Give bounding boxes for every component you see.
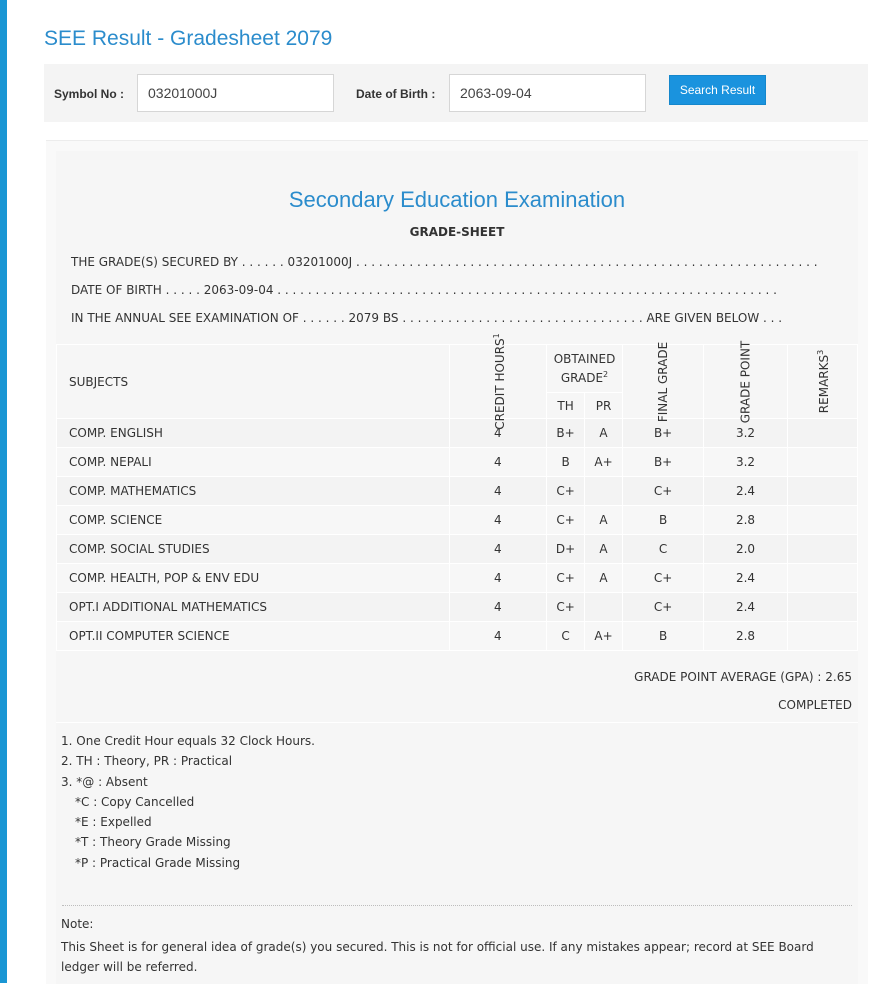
search-result-button[interactable]: Search Result	[669, 75, 766, 105]
final-grade-header: FINAL GRADE	[622, 345, 703, 419]
grade-point-cell: 2.4	[704, 593, 788, 622]
legend-item: 2. TH : Theory, PR : Practical	[61, 754, 233, 769]
credit-cell: 4	[449, 448, 547, 477]
note-heading: Note:	[61, 917, 94, 931]
final-grade-cell: B	[622, 622, 703, 651]
result-status: COMPLETED	[778, 698, 852, 712]
remarks-cell	[787, 477, 857, 506]
remarks-cell	[787, 419, 857, 448]
table-row	[57, 477, 858, 506]
grade-point-cell: 2.8	[704, 506, 788, 535]
subject-cell: OPT.I ADDITIONAL MATHEMATICS	[57, 593, 450, 622]
grade-point-cell: 3.2	[704, 419, 788, 448]
note-text: This Sheet is for general idea of grade(s) you secured. This is not for official use. If any mistakes appear; record at SEE Board ledger will be referred.	[61, 940, 814, 974]
subject-cell: COMP. SCIENCE	[57, 506, 450, 535]
credit-cell: 4	[449, 506, 547, 535]
legend-item: 1. One Credit Hour equals 32 Clock Hours.	[61, 734, 315, 748]
final-grade-cell: B	[622, 506, 703, 535]
final-grade-cell: C	[622, 535, 703, 564]
legend-item: *T : Theory Grade Missing	[75, 835, 231, 850]
search-form	[44, 64, 868, 122]
subjects-header: SUBJECTS	[57, 345, 450, 419]
credit-cell: 4	[449, 564, 547, 593]
table-row	[57, 506, 858, 535]
table-row	[57, 448, 858, 477]
subject-cell: COMP. ENGLISH	[57, 419, 450, 448]
obtained-grade-header: OBTAINED GRADE$^2$	[547, 345, 623, 393]
footer-divider	[56, 722, 858, 723]
credit-hours-header: CREDIT HOURS$^1$	[449, 345, 547, 419]
remarks-cell	[787, 622, 857, 651]
date-of-birth-input[interactable]: 2063-09-04	[449, 74, 646, 112]
th-grade-cell: C+	[547, 506, 585, 535]
table-row	[57, 564, 858, 593]
final-grade-cell: C+	[622, 593, 703, 622]
credit-cell: 4	[449, 593, 547, 622]
pr-grade-cell: A+	[585, 448, 623, 477]
exam-title: Secondary Education Examination	[288, 187, 626, 212]
pr-header: PR	[585, 393, 623, 419]
gpa-summary: GRADE POINT AVERAGE (GPA) : 2.65	[634, 670, 852, 684]
page-title: SEE Result - Gradesheet 2079	[44, 27, 333, 50]
exam-of-line: IN THE ANNUAL SEE EXAMINATION OF . . . . . . 2079 BS . . . . . . . . . . . . . . . . . . . . . . . . . . . . . . . . ARE GIVEN BELOW . . .	[71, 311, 783, 325]
symbol-no-label: Symbol No :	[54, 87, 125, 101]
grade-point-cell: 2.4	[704, 477, 788, 506]
date-of-birth-label: Date of Birth :	[356, 87, 436, 101]
gradesheet	[56, 151, 858, 984]
th-header: TH	[547, 393, 585, 419]
final-grade-cell: B+	[622, 448, 703, 477]
remarks-cell	[787, 535, 857, 564]
symbol-no-input[interactable]: 03201000J	[137, 74, 334, 112]
grade-sheet-heading: GRADE-SHEET	[409, 225, 505, 239]
credit-cell: 4	[449, 477, 547, 506]
legend-item: 3. *@ : Absent	[61, 774, 148, 789]
table-row	[57, 622, 858, 651]
grade-point-header: GRADE POINT	[704, 345, 788, 419]
note-divider	[62, 905, 852, 906]
remarks-cell	[787, 506, 857, 535]
th-grade-cell: B	[547, 448, 585, 477]
credit-cell: 4	[449, 535, 547, 564]
credit-cell: 4	[449, 419, 547, 448]
pr-grade-cell: A+	[585, 622, 623, 651]
legend-item: *E : Expelled	[75, 815, 152, 830]
table-row	[57, 535, 858, 564]
final-grade-cell: B+	[622, 419, 703, 448]
final-grade-cell: C+	[622, 564, 703, 593]
grade-point-cell: 2.4	[704, 564, 788, 593]
pr-grade-cell: A	[585, 419, 623, 448]
remarks-cell	[787, 593, 857, 622]
grade-point-cell: 3.2	[704, 448, 788, 477]
grade-point-cell: 2.0	[704, 535, 788, 564]
legend-list	[61, 731, 315, 873]
table-row	[57, 593, 858, 622]
subject-cell: COMP. NEPALI	[57, 448, 450, 477]
subject-cell: COMP. HEALTH, POP & ENV EDU	[57, 564, 450, 593]
pr-grade-cell: A	[585, 506, 623, 535]
th-grade-cell: C+	[547, 593, 585, 622]
remarks-cell	[787, 564, 857, 593]
legend-item: *P : Practical Grade Missing	[75, 855, 241, 870]
th-grade-cell: B+	[547, 419, 585, 448]
subject-cell: COMP. SOCIAL STUDIES	[57, 535, 450, 564]
th-grade-cell: C	[547, 622, 585, 651]
credit-cell: 4	[449, 622, 547, 651]
pr-grade-cell: A	[585, 535, 623, 564]
remarks-header: REMARKS$^3$	[787, 345, 857, 419]
pr-grade-cell	[585, 477, 623, 506]
subject-cell: COMP. MATHEMATICS	[57, 477, 450, 506]
pr-grade-cell	[585, 593, 623, 622]
left-accent-bar	[0, 0, 7, 983]
th-grade-cell: D+	[547, 535, 585, 564]
th-grade-cell: C+	[547, 564, 585, 593]
secured-by-line: THE GRADE(S) SECURED BY . . . . . . 03201000J . . . . . . . . . . . . . . . . . . . . . . . . . . . . . . . . . . . . . . . . . . . . . . . . . . . . . . . . . . . . .	[71, 255, 818, 269]
pr-grade-cell: A	[585, 564, 623, 593]
date-of-birth-line: DATE OF BIRTH . . . . . 2063-09-04 . . . . . . . . . . . . . . . . . . . . . . . . . . . . . . . . . . . . . . . . . . . . . . . . . . . . . . . . . . . . . . . . . .	[71, 283, 777, 297]
th-grade-cell: C+	[547, 477, 585, 506]
remarks-cell	[787, 448, 857, 477]
grades-table	[56, 332, 858, 651]
final-grade-cell: C+	[622, 477, 703, 506]
grade-point-cell: 2.8	[704, 622, 788, 651]
gradesheet-panel	[46, 140, 868, 984]
subject-cell: OPT.II COMPUTER SCIENCE	[57, 622, 450, 651]
legend-item: *C : Copy Cancelled	[75, 794, 195, 809]
